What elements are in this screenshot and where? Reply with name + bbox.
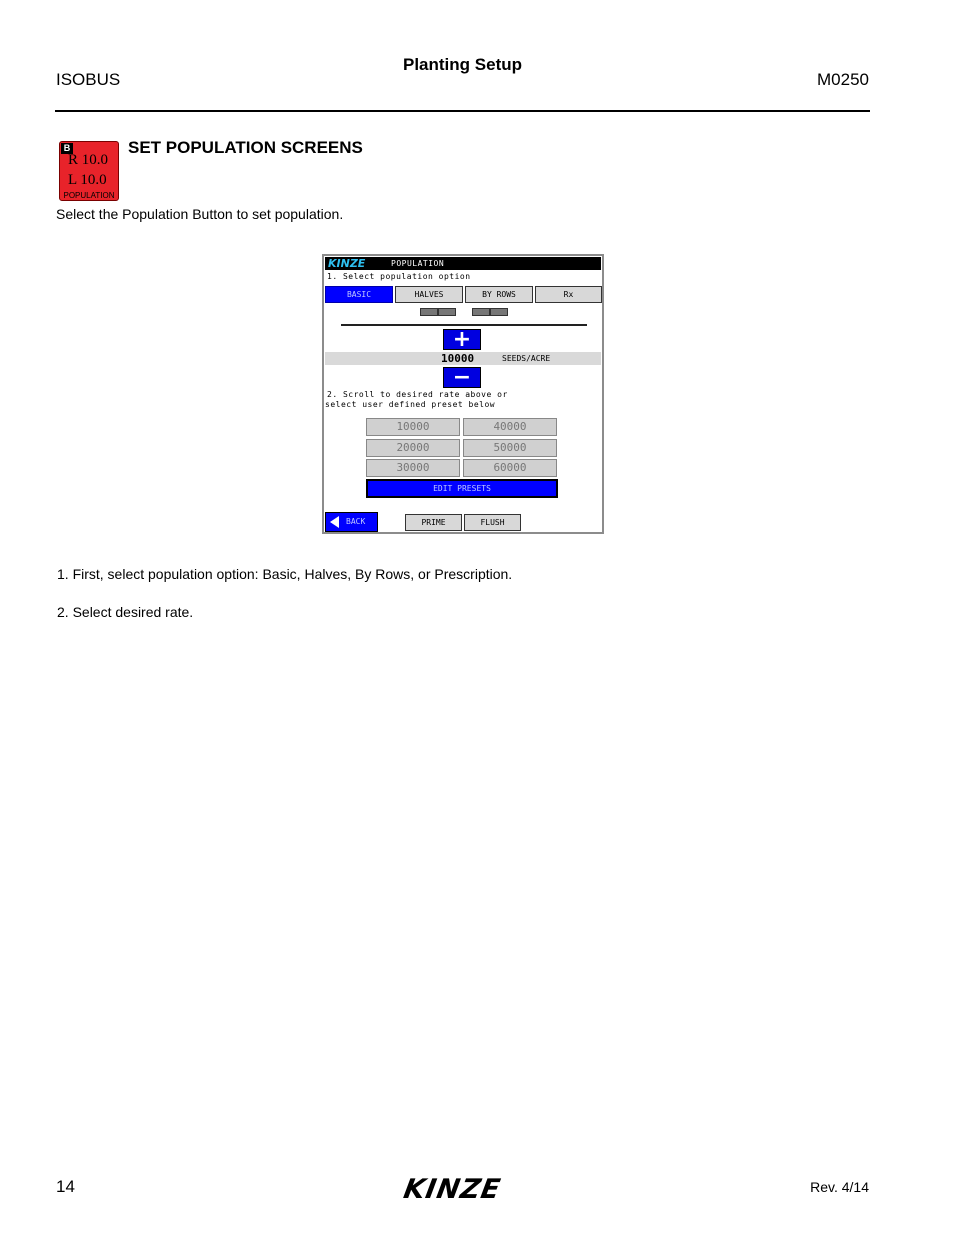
tab-rx[interactable]: Rx: [535, 286, 602, 303]
revision: Rev. 4/14: [810, 1179, 869, 1195]
population-button-caption: POPULATION: [63, 191, 115, 200]
document-number: M0250: [817, 70, 869, 89]
page-title: Planting Setup: [403, 55, 522, 74]
screen-step2-line1: 2. Scroll to desired rate above or: [327, 390, 508, 399]
back-button[interactable]: [325, 512, 378, 532]
population-screen: [322, 254, 604, 534]
decrease-rate-button[interactable]: −: [443, 367, 481, 388]
rate-units: SEEDS/ACRE: [502, 354, 551, 363]
preset-button[interactable]: 20000: [366, 439, 460, 457]
preset-button[interactable]: 50000: [463, 439, 557, 457]
population-left-value: L 10.0: [68, 172, 107, 188]
rate-slider[interactable]: [341, 324, 587, 326]
flush-button[interactable]: FLUSH: [464, 514, 521, 531]
population-button-corner: B: [61, 143, 73, 154]
section-title: SET POPULATION SCREENS: [128, 138, 363, 157]
screen-step1-text: 1. Select population option: [327, 272, 471, 281]
screen-step2-line2: select user defined preset below: [325, 400, 496, 409]
back-button-label: BACK: [346, 517, 366, 526]
tab-basic[interactable]: BASIC: [325, 286, 393, 303]
prime-button[interactable]: PRIME: [405, 514, 462, 531]
screen-kinze-logo: KINZE: [328, 257, 366, 270]
page-number: 14: [56, 1177, 75, 1196]
preset-button[interactable]: 60000: [463, 459, 557, 477]
step-1: 1. First, select population option: Basic, Halves, By Rows, or Prescription.: [57, 566, 513, 582]
preset-button[interactable]: 30000: [366, 459, 460, 477]
increase-rate-button[interactable]: +: [443, 329, 481, 350]
preset-button[interactable]: 10000: [366, 418, 460, 436]
population-button-icon: [59, 141, 119, 201]
rate-value: 10000: [441, 352, 475, 365]
kinze-logo: KINZE: [401, 1174, 504, 1205]
back-arrow-icon: [330, 516, 339, 528]
header-divider: [55, 110, 870, 112]
step-2: 2. Select desired rate.: [57, 604, 194, 620]
population-right-value: R 10.0: [68, 152, 109, 168]
edit-presets-button[interactable]: EDIT PRESETS: [366, 479, 558, 498]
screen-title: POPULATION: [391, 259, 445, 268]
intro-text: Select the Population Button to set population.: [56, 206, 344, 222]
preset-button[interactable]: 40000: [463, 418, 557, 436]
slider-row-indicators: [420, 308, 506, 316]
header-section: ISOBUS: [56, 70, 121, 89]
tab-halves[interactable]: HALVES: [395, 286, 463, 303]
screen-title-bar: [325, 257, 601, 270]
tab-by-rows[interactable]: BY ROWS: [465, 286, 533, 303]
